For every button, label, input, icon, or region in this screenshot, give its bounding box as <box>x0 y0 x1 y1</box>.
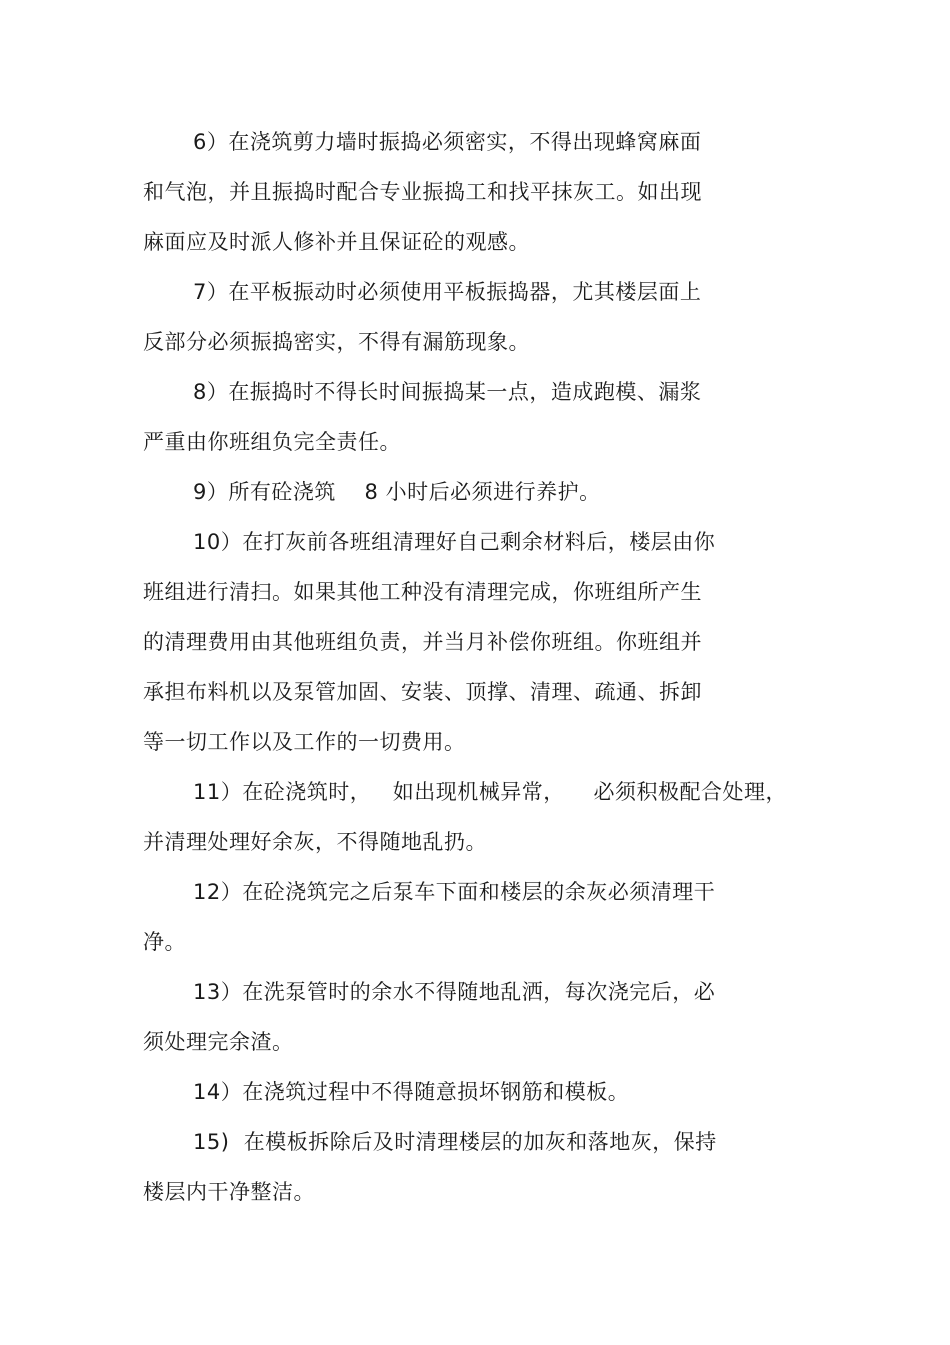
item-15-line-1: 15) 在模板拆除后及时清理楼层的加灰和落地灰，保持 <box>193 1130 717 1154</box>
item-14-line-1: 14）在浇筑过程中不得随意损坏钢筋和模板。 <box>193 1080 630 1104</box>
item-11-line-2: 并清理处理好余灰，不得随地乱扔。 <box>143 830 487 854</box>
item-6-line-1: 6）在浇筑剪力墙时振捣必须密实，不得出现蜂窝麻面 <box>193 130 702 154</box>
item-7-line-2: 反部分必须振捣密实，不得有漏筋现象。 <box>143 330 530 354</box>
item-9-line-1: 9）所有砼浇筑 8 小时后必须进行养护。 <box>193 480 601 504</box>
item-11-line-1: 11）在砼浇筑时， 如出现机械异常， 必须积极配合处理， <box>193 780 787 804</box>
item-12-line-2: 净。 <box>143 930 186 954</box>
item-6-line-2: 和气泡，并且振捣时配合专业振捣工和找平抹灰工。如出现 <box>143 180 702 204</box>
item-8-line-1: 8）在振捣时不得长时间振捣某一点，造成跑模、漏浆 <box>193 380 702 404</box>
item-10-line-4: 承担布料机以及泵管加固、安装、顶撑、清理、疏通、拆卸 <box>143 680 702 704</box>
item-10-line-1: 10）在打灰前各班组清理好自己剩余材料后，楼层由你 <box>193 530 716 554</box>
item-8-line-2: 严重由你班组负完全责任。 <box>143 430 401 454</box>
item-10-line-3: 的清理费用由其他班组负责，并当月补偿你班组。你班组并 <box>143 630 702 654</box>
item-13-line-1: 13）在洗泵管时的余水不得随地乱洒，每次浇完后，必 <box>193 980 716 1004</box>
item-7-line-1: 7）在平板振动时必须使用平板振捣器，尤其楼层面上 <box>193 280 702 304</box>
item-10-line-2: 班组进行清扫。如果其他工种没有清理完成，你班组所产生 <box>143 580 702 604</box>
item-13-line-2: 须处理完余渣。 <box>143 1030 294 1054</box>
item-15-line-2: 楼层内干净整洁。 <box>143 1180 315 1204</box>
item-6-line-3: 麻面应及时派人修补并且保证砼的观感。 <box>143 230 530 254</box>
item-12-line-1: 12）在砼浇筑完之后泵车下面和楼层的余灰必须清理干 <box>193 880 716 904</box>
item-10-line-5: 等一切工作以及工作的一切费用。 <box>143 730 466 754</box>
